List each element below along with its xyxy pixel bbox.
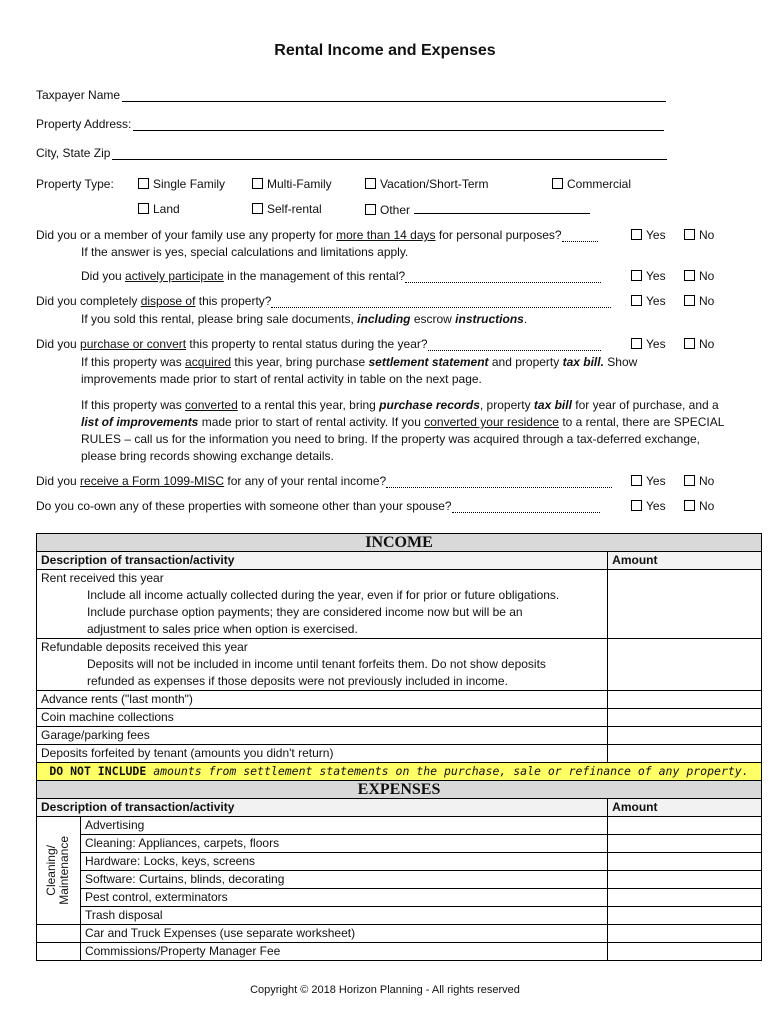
amount-cell[interactable] (608, 570, 762, 639)
amount-cell[interactable] (608, 639, 762, 691)
rent-received-cell: Rent received this year Include all income actually collected during the year, even if for prior or future obligations. Include purchase option payments; they are considered income now but will be an adjustment to sales price when option is exercised. (37, 570, 608, 639)
checkbox-icon[interactable] (631, 338, 642, 349)
income-column-header (37, 552, 762, 570)
option-land[interactable]: Land (138, 202, 180, 216)
income-expenses-table (36, 533, 762, 961)
checkbox-icon[interactable] (252, 203, 263, 214)
q1b-no[interactable]: No (684, 269, 714, 283)
table-row: Deposits forfeited by tenant (amounts you didn't return) (37, 745, 762, 763)
question-personal-use: Did you or a member of your family use any property for more than 14 days for personal purposes? (36, 228, 598, 242)
q1-yes[interactable]: Yes (631, 228, 666, 242)
amount-cell[interactable] (608, 727, 762, 745)
checkbox-icon[interactable] (684, 229, 695, 240)
taxpayer-name-label: Taxpayer Name (36, 88, 121, 102)
q2-note: If you sold this rental, please bring sale documents, including escrow instructions. (81, 312, 528, 326)
table-row: Pest control, exterminators (37, 889, 762, 907)
checkbox-icon[interactable] (631, 500, 642, 511)
amount-cell[interactable] (608, 907, 762, 925)
acquired-note: If this property was acquired this year, bring purchase settlement statement and property tax bill. Show improvements made prior to start of rental activity in table on the next page. (81, 355, 638, 386)
taxpayer-name-row (36, 88, 666, 102)
q1b-yes[interactable]: Yes (631, 269, 666, 283)
converted-note: If this property was converted to a rental this year, bring purchase records, property tax bill for year of purchase, and a list of improvements made prior to start of rental activity. If you converted your residence to a rental, there are SPECIAL RULES – call us for the information you need to bring. If the property was acquired through a tax-deferred exchange, please bring records showing exchange details. (81, 398, 724, 463)
option-vacation[interactable]: Vacation/Short-Term (365, 177, 489, 191)
amount-cell[interactable] (608, 835, 762, 853)
table-row: Cleaning/ Maintenance Advertising (37, 817, 762, 835)
option-multi-family[interactable]: Multi-Family (252, 177, 332, 191)
checkbox-icon[interactable] (684, 475, 695, 486)
property-type-label: Property Type: (36, 177, 114, 191)
amount-cell[interactable] (608, 871, 762, 889)
q3-yes[interactable]: Yes (631, 337, 666, 351)
copyright-footer: Copyright © 2018 Horizon Planning - All rights reserved (250, 984, 520, 996)
table-row: Garage/parking fees (37, 727, 762, 745)
amount-cell[interactable] (608, 853, 762, 871)
expenses-desc-header: Description of transaction/activity (37, 799, 608, 817)
refundable-deposits-cell: Refundable deposits received this year Deposits will not be included in income until tenant forfeits them. Do not show deposits refunded as expenses if those deposits were not previously included in income. (37, 639, 608, 691)
q4-yes[interactable]: Yes (631, 474, 666, 488)
amount-cell[interactable] (608, 925, 762, 943)
amount-cell[interactable] (608, 709, 762, 727)
expenses-amount-header: Amount (608, 799, 762, 817)
checkbox-icon[interactable] (138, 178, 149, 189)
option-self-rental[interactable]: Self-rental (252, 202, 322, 216)
expenses-heading: EXPENSES (37, 781, 762, 799)
checkbox-icon[interactable] (631, 229, 642, 240)
table-row: Software: Curtains, blinds, decorating (37, 871, 762, 889)
warning-note: DO NOT INCLUDE amounts from settlement statements on the purchase, sale or refinance of any property. (37, 763, 762, 781)
option-other[interactable]: Other (365, 202, 590, 217)
property-address-row (36, 117, 664, 131)
checkbox-icon[interactable] (365, 204, 376, 215)
checkbox-icon[interactable] (631, 475, 642, 486)
question-1099-misc: Did you receive a Form 1099-MISC for any of your rental income? (36, 474, 612, 488)
table-row (37, 639, 762, 691)
city-state-zip-field[interactable] (112, 146, 667, 160)
warning-row (37, 763, 762, 781)
income-heading-row (37, 534, 762, 552)
q1-note: If the answer is yes, special calculations and limitations apply. (81, 245, 409, 259)
checkbox-icon[interactable] (684, 270, 695, 281)
q1-no[interactable]: No (684, 228, 714, 242)
table-row: Car and Truck Expenses (use separate worksheet) (37, 925, 762, 943)
question-dispose: Did you completely dispose of this property? (36, 294, 611, 308)
table-row: Commissions/Property Manager Fee (37, 943, 762, 961)
amount-cell[interactable] (608, 745, 762, 763)
checkbox-icon[interactable] (365, 178, 376, 189)
expenses-column-header (37, 799, 762, 817)
amount-cell[interactable] (608, 889, 762, 907)
cleaning-maintenance-group: Cleaning/ Maintenance (37, 817, 81, 925)
checkbox-icon[interactable] (252, 178, 263, 189)
income-heading: INCOME (37, 534, 762, 552)
q5-yes[interactable]: Yes (631, 499, 666, 513)
table-row: Coin machine collections (37, 709, 762, 727)
question-purchase-convert: Did you purchase or convert this property to rental status during the year? (36, 337, 601, 351)
table-row: Trash disposal (37, 907, 762, 925)
checkbox-icon[interactable] (552, 178, 563, 189)
question-co-own: Do you co-own any of these properties with someone other than your spouse? (36, 499, 600, 513)
amount-cell[interactable] (608, 691, 762, 709)
other-field[interactable] (414, 202, 590, 214)
checkbox-icon[interactable] (684, 295, 695, 306)
option-single-family[interactable]: Single Family (138, 177, 225, 191)
property-address-field[interactable] (133, 117, 664, 131)
q5-no[interactable]: No (684, 499, 714, 513)
amount-cell[interactable] (608, 943, 762, 961)
city-state-zip-row (36, 146, 667, 160)
city-state-zip-label: City, State Zip (36, 146, 111, 160)
table-row (37, 570, 762, 639)
checkbox-icon[interactable] (631, 270, 642, 281)
form-title: Rental Income and Expenses (274, 42, 496, 59)
checkbox-icon[interactable] (684, 500, 695, 511)
table-row: Cleaning: Appliances, carpets, floors (37, 835, 762, 853)
checkbox-icon[interactable] (684, 338, 695, 349)
checkbox-icon[interactable] (138, 203, 149, 214)
q3-no[interactable]: No (684, 337, 714, 351)
taxpayer-name-field[interactable] (122, 88, 666, 102)
q2-no[interactable]: No (684, 294, 714, 308)
table-row: Hardware: Locks, keys, screens (37, 853, 762, 871)
income-desc-header: Description of transaction/activity (37, 552, 608, 570)
question-active-participation: Did you actively participate in the management of this rental? (81, 269, 601, 283)
expenses-heading-row (37, 781, 762, 799)
q4-no[interactable]: No (684, 474, 714, 488)
income-amount-header: Amount (608, 552, 762, 570)
property-address-label: Property Address: (36, 117, 132, 131)
table-row: Advance rents ("last month") (37, 691, 762, 709)
option-commercial[interactable]: Commercial (552, 177, 631, 191)
checkbox-icon[interactable] (631, 295, 642, 306)
amount-cell[interactable] (608, 817, 762, 835)
q2-yes[interactable]: Yes (631, 294, 666, 308)
